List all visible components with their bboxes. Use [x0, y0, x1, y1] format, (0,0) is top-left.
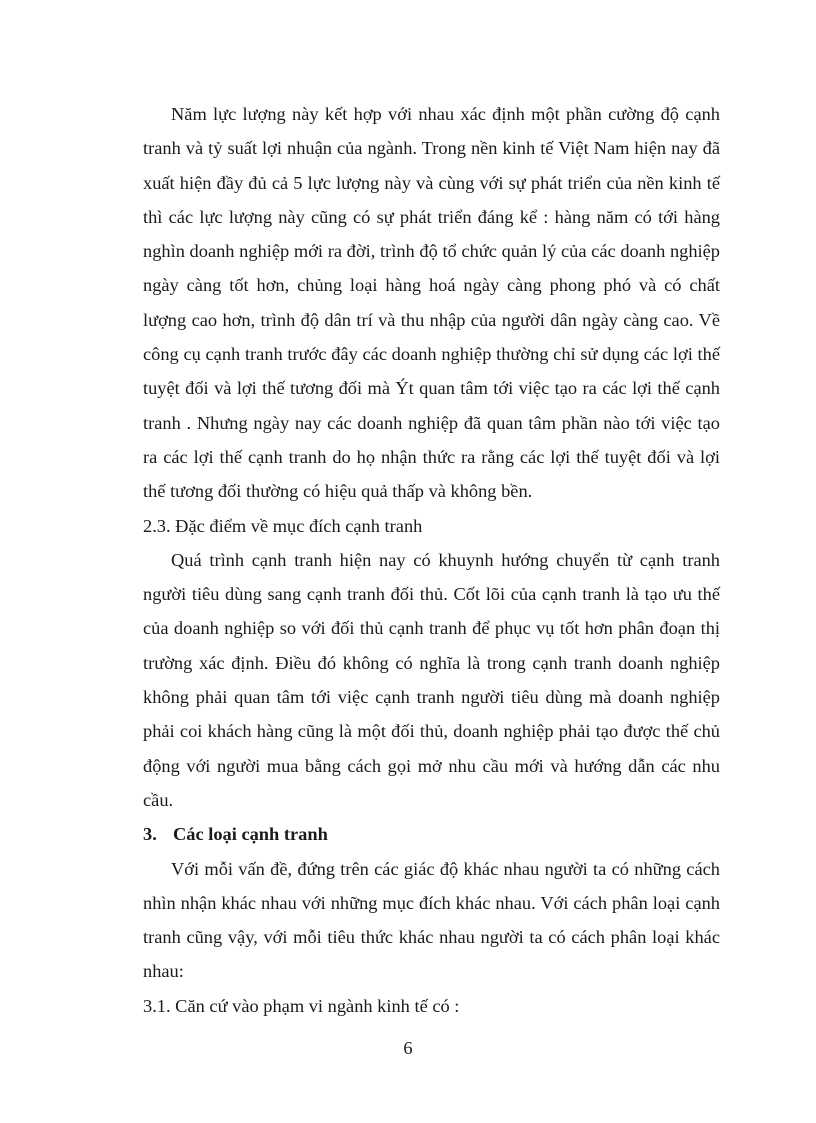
- heading-2-3: 2.3. Đặc điểm về mục đích cạnh tranh: [143, 515, 423, 536]
- paragraph-competition-trend: Quá trình cạnh tranh hiện nay có khuynh hướng chuyển từ cạnh tranh người tiêu dùng sang cạnh tranh đối thủ. Cốt lõi của cạnh tranh là tạo ưu thế của doanh nghiệp so với đối thủ cạnh tranh để phục vụ tốt hơn phân đoạn thị trường xác định. Điều đó không có nghĩa là trong cạnh tranh doanh nghiệp không phải quan tâm tới việc cạnh tranh người tiêu dùng mà doanh nghiệp phải coi khách hàng cũng là một đối thủ, doanh nghiệp phải tạo được thế chủ động với người mua bằng cách gọi mở nhu cầu mới và hướng dẫn các nhu cầu.: [143, 549, 720, 810]
- heading-3: [143, 817, 720, 851]
- heading-3-title: Các loại cạnh tranh: [173, 824, 328, 845]
- heading-3-number: 3.: [143, 824, 157, 845]
- paragraph-five-forces: Năm lực lượng này kết hợp với nhau xác định một phần cường độ cạnh tranh và tỷ suất lợi nhuận của ngành. Trong nền kinh tế Việt Nam hiện nay đã xuất hiện đầy đủ cả 5 lực lượng này và cùng với sự phát triển của nền kinh tế thì các lực lượng này cũng có sự phát triển đáng kể : hàng năm có tới hàng nghìn doanh nghiệp mới ra đời, trình độ tổ chức quản lý của các doanh nghiệp ngày càng tốt hơn, chủng loại hàng hoá ngày càng phong phó và có chất lượng cao hơn, trình độ dân trí và thu nhập của người dân ngày càng cao. Về công cụ cạnh tranh trước đây các doanh nghiệp thường chỉ sử dụng các lợi thế tuyệt đối và lợi thế tương đối mà Ýt quan tâm tới việc tạo ra các lợi thế cạnh tranh . Nhưng ngày nay các doanh nghiệp đã quan tâm phần nào tới việc tạo ra các lợi thế cạnh tranh do họ nhận thức ra rằng các lợi thế tuyệt đối và lợi thế tương đối thường có hiệu quả thấp và không bền.: [143, 104, 720, 502]
- page-content: [143, 97, 720, 1023]
- paragraph-classification: Với mỗi vấn đề, đứng trên các giác độ khác nhau người ta có những cách nhìn nhận khác nhau với những mục đích khác nhau. Với cách phân loại cạnh tranh cũng vậy, với mỗi tiêu thức khác nhau người ta có cách phân loại khác nhau:: [143, 858, 720, 982]
- heading-3-1: 3.1. Căn cứ vào phạm vi ngành kinh tế có :: [143, 995, 460, 1016]
- page-number: 6: [403, 1038, 413, 1058]
